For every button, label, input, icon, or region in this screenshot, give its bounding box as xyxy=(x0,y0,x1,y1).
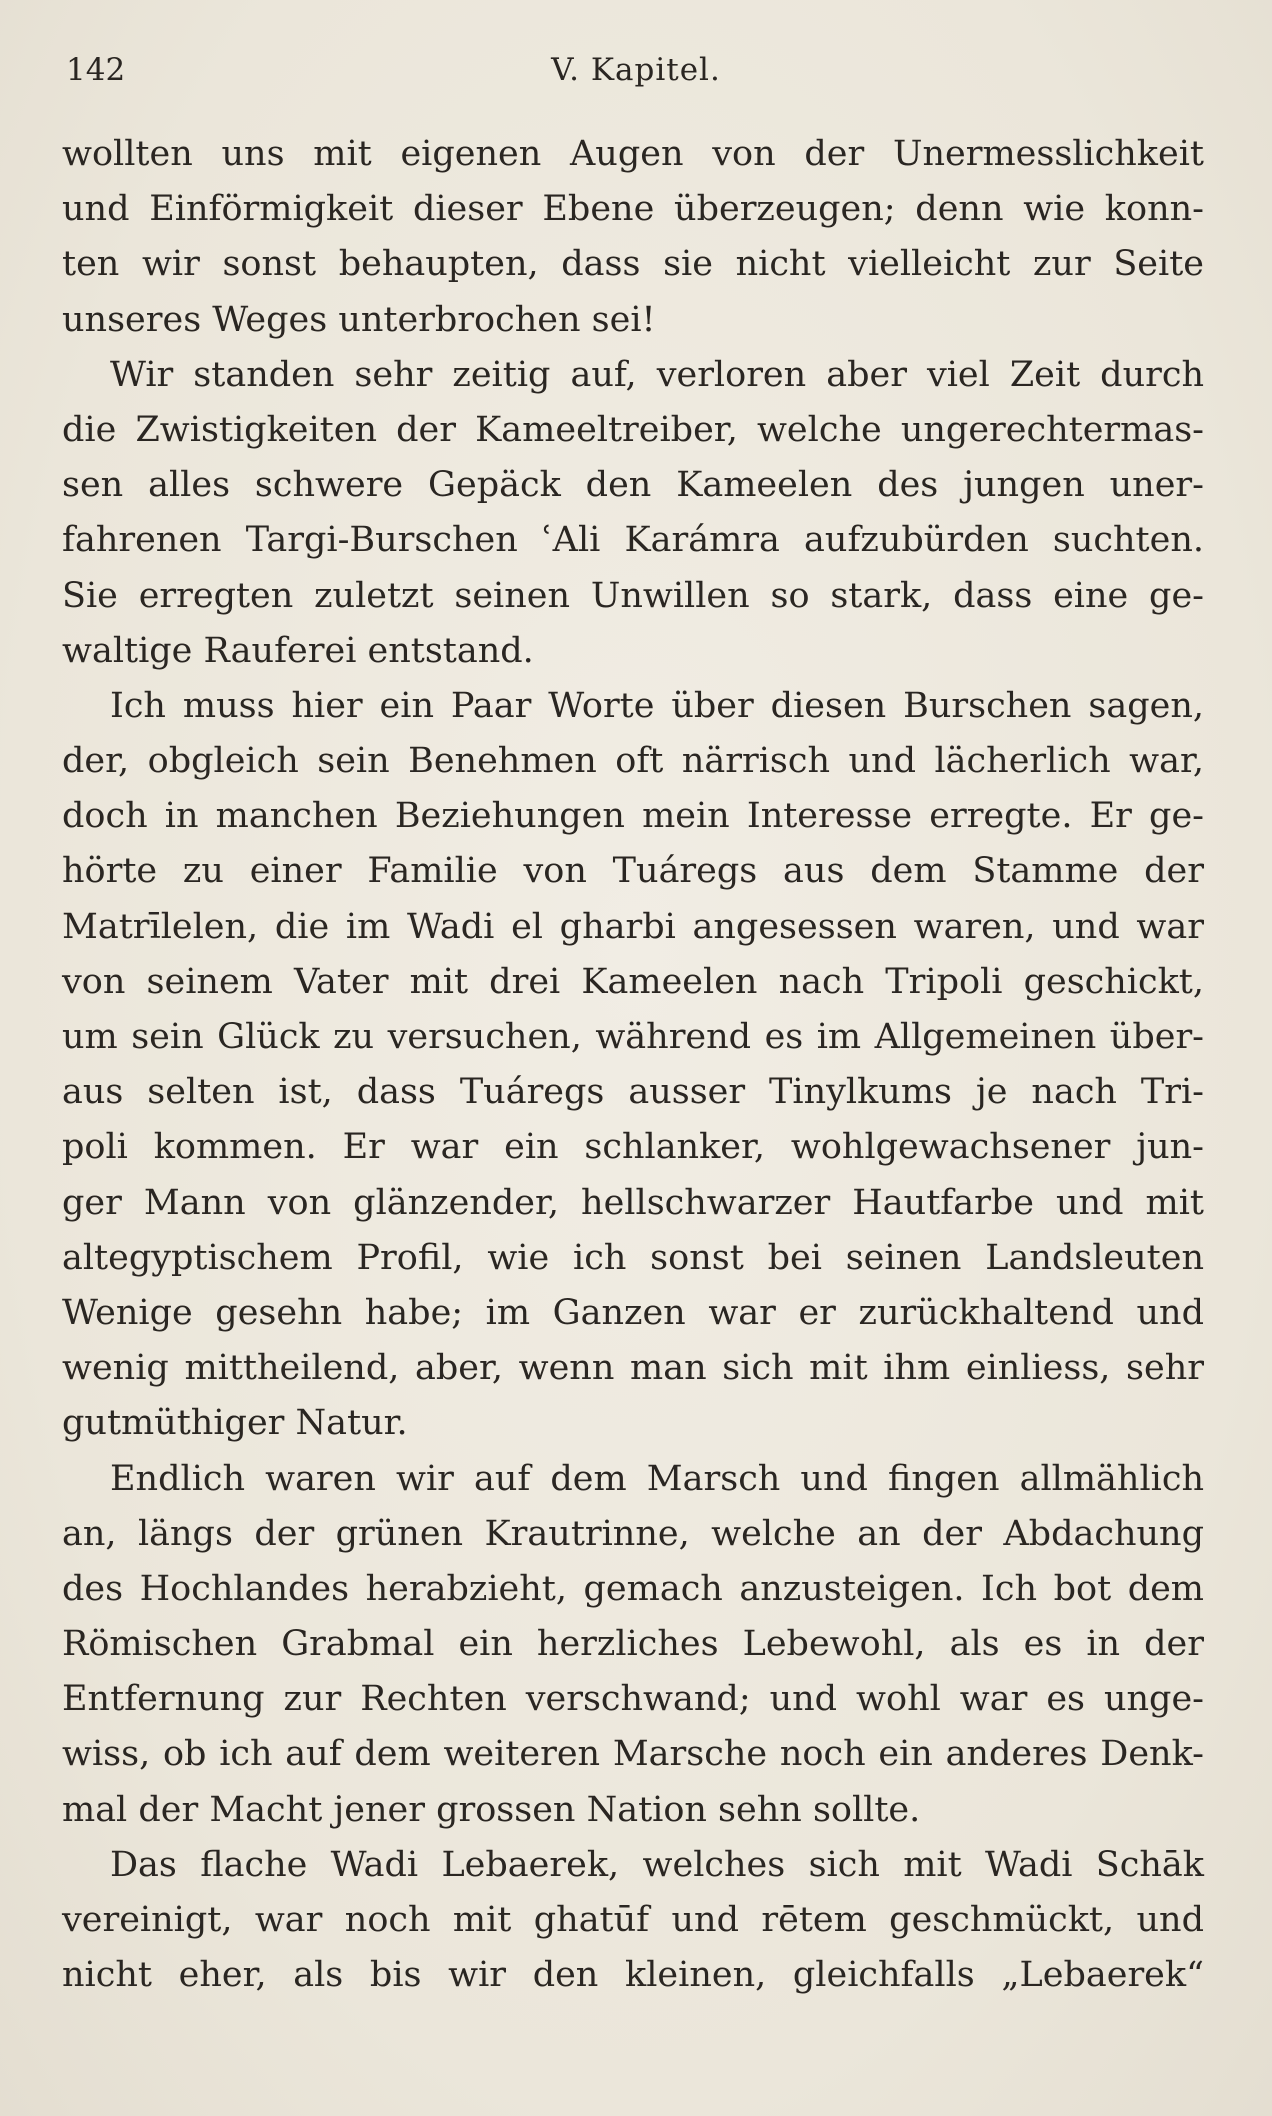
running-title: V. Kapitel. xyxy=(551,52,721,88)
text-line: gutmüthiger Natur. xyxy=(62,1403,408,1444)
text-line: fahrenen Targi-Burschen ʿAli Karámra aufzubürden suchten. xyxy=(62,520,1204,561)
text-line: sen alles schwere Gepäck den Kameelen des jungen uner- xyxy=(62,465,1204,506)
text-line: wenig mittheilend, aber, wenn man sich mit ihm einliess, sehr xyxy=(62,1348,1204,1389)
text-line: wiss, ob ich auf dem weiteren Marsche noch ein anderes Denk- xyxy=(62,1734,1204,1775)
text-line: die Zwistigkeiten der Kameeltreiber, welche ungerechtermas- xyxy=(62,409,1204,450)
text-line: nicht eher, als bis wir den kleinen, gleichfalls „Lebaerek“ xyxy=(62,1955,1204,1996)
text-line: Wir standen sehr zeitig auf, verloren aber viel Zeit durch xyxy=(110,354,1204,395)
text-line: um sein Glück zu versuchen, während es im Allgemeinen über- xyxy=(62,1017,1204,1057)
text-line: altegyptischem Profil, wie ich sonst bei seinen Landsleuten xyxy=(62,1237,1204,1278)
text-line: an, längs der grünen Krautrinne, welche an der Abdachung xyxy=(62,1513,1204,1554)
text-line: Entfernung zur Rechten verschwand; und wohl war es unge- xyxy=(62,1679,1204,1720)
text-line: wollten uns mit eigenen Augen von der Unermesslichkeit xyxy=(62,134,1204,174)
text-line: vereinigt, war noch mit ghatūf und rētem geschmückt, und xyxy=(62,1900,1204,1940)
text-line: aus selten ist, dass Tuáregs ausser Tinylkums je nach Tri- xyxy=(62,1072,1204,1113)
text-line: Wenige gesehn habe; im Ganzen war er zurückhaltend und xyxy=(62,1292,1204,1333)
text-line: mal der Macht jener grossen Nation sehn sollte. xyxy=(62,1789,921,1830)
text-line: waltige Rauferei entstand. xyxy=(62,630,534,671)
body-text xyxy=(62,127,1204,2003)
text-line: des Hochlandes herabzieht, gemach anzusteigen. Ich bot dem xyxy=(62,1568,1204,1609)
text-line: Das flache Wadi Lebaerek, welches sich mit Wadi Schāk xyxy=(110,1844,1204,1885)
text-line: ger Mann von glänzender, hellschwarzer Hautfarbe und mit xyxy=(62,1182,1204,1223)
text-line: und Einförmigkeit dieser Ebene überzeugen; denn wie konn- xyxy=(62,189,1204,230)
text-line: Römischen Grabmal ein herzliches Lebewohl, als es in der xyxy=(62,1624,1204,1665)
text-line: poli kommen. Er war ein schlanker, wohlgewachsener jun- xyxy=(62,1127,1204,1168)
text-line: doch in manchen Beziehungen mein Interesse erregte. Er ge- xyxy=(62,796,1204,837)
text-line: von seinem Vater mit drei Kameelen nach Tripoli geschickt, xyxy=(62,961,1204,1002)
text-line: Matrīlelen, die im Wadi el gharbi angesessen waren, und war xyxy=(62,906,1204,947)
page-number: 142 xyxy=(66,52,126,88)
text-line: ten wir sonst behaupten, dass sie nicht vielleicht zur Seite xyxy=(62,244,1204,285)
page-header xyxy=(66,52,1206,102)
text-line: Sie erregten zuletzt seinen Unwillen so stark, dass eine ge- xyxy=(62,575,1204,616)
text-line: Endlich waren wir auf dem Marsch und fingen allmählich xyxy=(110,1458,1204,1499)
text-line: Ich muss hier ein Paar Worte über diesen Burschen sagen, xyxy=(110,685,1204,726)
text-line: unseres Weges unterbrochen sei! xyxy=(62,299,656,340)
text-line: der, obgleich sein Benehmen oft närrisch und lächerlich war, xyxy=(62,741,1204,782)
text-line: hörte zu einer Familie von Tuáregs aus dem Stamme der xyxy=(62,851,1204,892)
